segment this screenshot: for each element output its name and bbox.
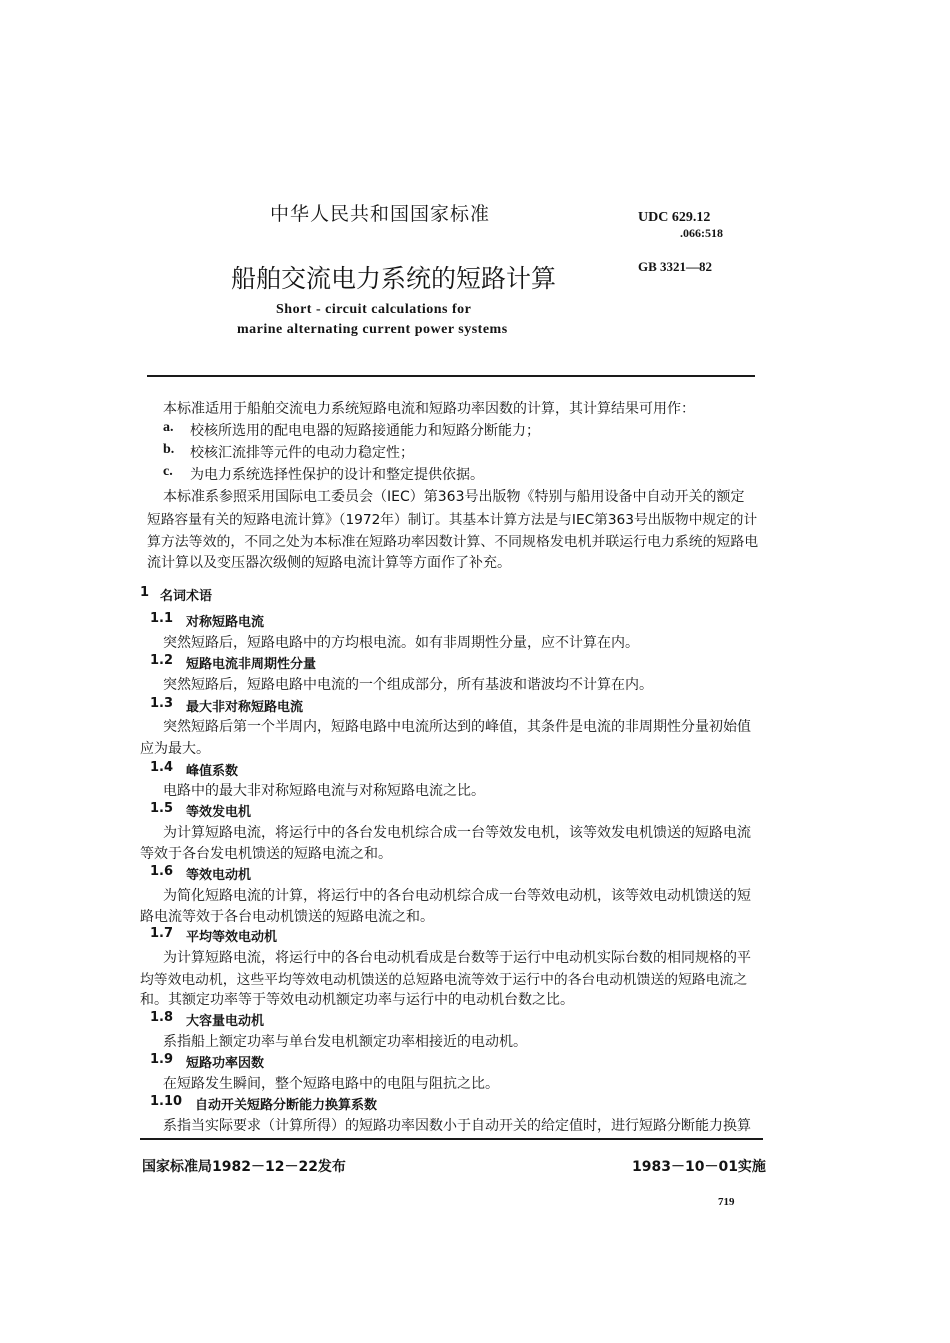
term-title: 平均等效电动机 (186, 930, 278, 945)
document-title-en-line1: Short - circuit calculations for (276, 302, 472, 317)
term-definition-line: 系指船上额定功率与单台发电机额定功率相接近的电动机。 (163, 1034, 527, 1050)
effective-date: 1983－10－01实施 (632, 1159, 766, 1175)
term-number: 1.2 (150, 653, 174, 668)
term-title: 等效电动机 (186, 868, 252, 883)
term-number: 1.9 (150, 1052, 174, 1067)
term-definition-line: 为计算短路电流，将运行中的各台发电机综合成一台等效发电机，该等效发电机馈送的短路电流 (163, 825, 751, 841)
term-number: 1.7 (150, 926, 174, 941)
term-title: 大容量电动机 (186, 1014, 265, 1029)
term-title: 最大非对称短路电流 (186, 700, 304, 715)
document-title-cn: 船舶交流电力系统的短路计算 (231, 264, 557, 293)
intro-item-b-label: b. (163, 442, 175, 457)
term-definition-line: 突然短路后，短路电路中电流的一个组成部分，所有基波和谐波均不计算在内。 (163, 677, 653, 693)
intro-item-c-text: 为电力系统选择性保护的设计和整定提供依据。 (190, 467, 484, 483)
term-definition-line: 突然短路后，短路电路中的方均根电流。如有非周期性分量，应不计算在内。 (163, 635, 639, 651)
term-definition-line: 在短路发生瞬间，整个短路电路中的电阻与阻抗之比。 (163, 1076, 499, 1092)
reference-paragraph-line: 短路容量有关的短路电流计算》（1972年）制订。其基本计算方法是与IEC第363号出版物中规定的计 (147, 512, 758, 528)
term-definition-line: 均等效电动机，这些平均等效电动机馈送的总短路电流等效于运行中的各台电动机馈送的短路电流之 (140, 972, 748, 988)
udc-code-line1: UDC 629.12 (638, 210, 711, 225)
term-definition-line: 等效于各台发电机馈送的短路电流之和。 (140, 846, 392, 862)
term-number: 1.8 (150, 1010, 174, 1025)
term-title: 对称短路电流 (186, 615, 265, 630)
national-standard-heading: 中华人民共和国国家标准 (270, 203, 491, 225)
term-title: 短路电流非周期性分量 (186, 657, 317, 672)
footer-divider (140, 1138, 763, 1140)
term-title: 等效发电机 (186, 805, 252, 820)
term-definition-line: 系指当实际要求（计算所得）的短路功率因数小于自动开关的给定值时，进行短路分断能力换算 (163, 1118, 751, 1134)
term-definition-line: 应为最大。 (140, 741, 210, 757)
issue-date: 国家标准局1982－12－22发布 (142, 1159, 346, 1175)
term-definition-line: 路电流等效于各台电动机馈送的短路电流之和。 (140, 909, 434, 925)
intro-item-a-label: a. (163, 420, 174, 435)
term-definition-line: 为计算短路电流，将运行中的各台电动机看成是台数等于运行中电动机实际台数的相同规格的平 (163, 950, 751, 966)
document-title-en-line2: marine alternating current power systems (237, 322, 508, 337)
term-title: 短路功率因数 (186, 1056, 265, 1071)
term-title: 自动开关短路分断能力换算系数 (195, 1098, 378, 1113)
intro-paragraph: 本标准适用于船舶交流电力系统短路电流和短路功率因数的计算，其计算结果可用作： (163, 401, 695, 417)
intro-item-b-text: 校核汇流排等元件的电动力稳定性； (190, 445, 414, 461)
term-number: 1.6 (150, 864, 174, 879)
header-divider (147, 375, 755, 377)
term-definition-line: 为简化短路电流的计算，将运行中的各台电动机综合成一台等效电动机，该等效电动机馈送的短 (163, 888, 751, 904)
term-number: 1.5 (150, 801, 174, 816)
section-title: 名词术语 (160, 589, 213, 604)
term-number: 1.10 (150, 1094, 183, 1109)
term-number: 1.4 (150, 760, 174, 775)
page-number: 719 (718, 1196, 735, 1208)
term-definition-line: 电路中的最大非对称短路电流与对称短路电流之比。 (163, 783, 485, 799)
reference-paragraph-line: 流计算以及变压器次级侧的短路电流计算等方面作了补充。 (147, 555, 511, 571)
intro-item-a-text: 校核所选用的配电电器的短路接通能力和短路分断能力； (190, 423, 540, 439)
term-definition-line: 突然短路后第一个半周内，短路电路中电流所达到的峰值，其条件是电流的非周期性分量初始值 (163, 719, 751, 735)
reference-paragraph-line: 算方法等效的，不同之处为本标准在短路功率因数计算、不同规格发电机并联运行电力系统的短路电 (147, 534, 759, 550)
intro-item-c-label: c. (163, 464, 173, 479)
term-title: 峰值系数 (186, 764, 239, 779)
gb-code: GB 3321—82 (638, 259, 713, 274)
section-number: 1 (140, 585, 150, 600)
term-definition-line: 和。其额定功率等于等效电动机额定功率与运行中的电动机台数之比。 (140, 992, 574, 1008)
udc-code-line2: .066:518 (680, 226, 723, 240)
term-number: 1.3 (150, 696, 174, 711)
term-number: 1.1 (150, 611, 174, 626)
reference-paragraph-line: 本标准系参照采用国际电工委员会（IEC）第363号出版物《特别与船用设备中自动开关的额定 (163, 489, 745, 505)
